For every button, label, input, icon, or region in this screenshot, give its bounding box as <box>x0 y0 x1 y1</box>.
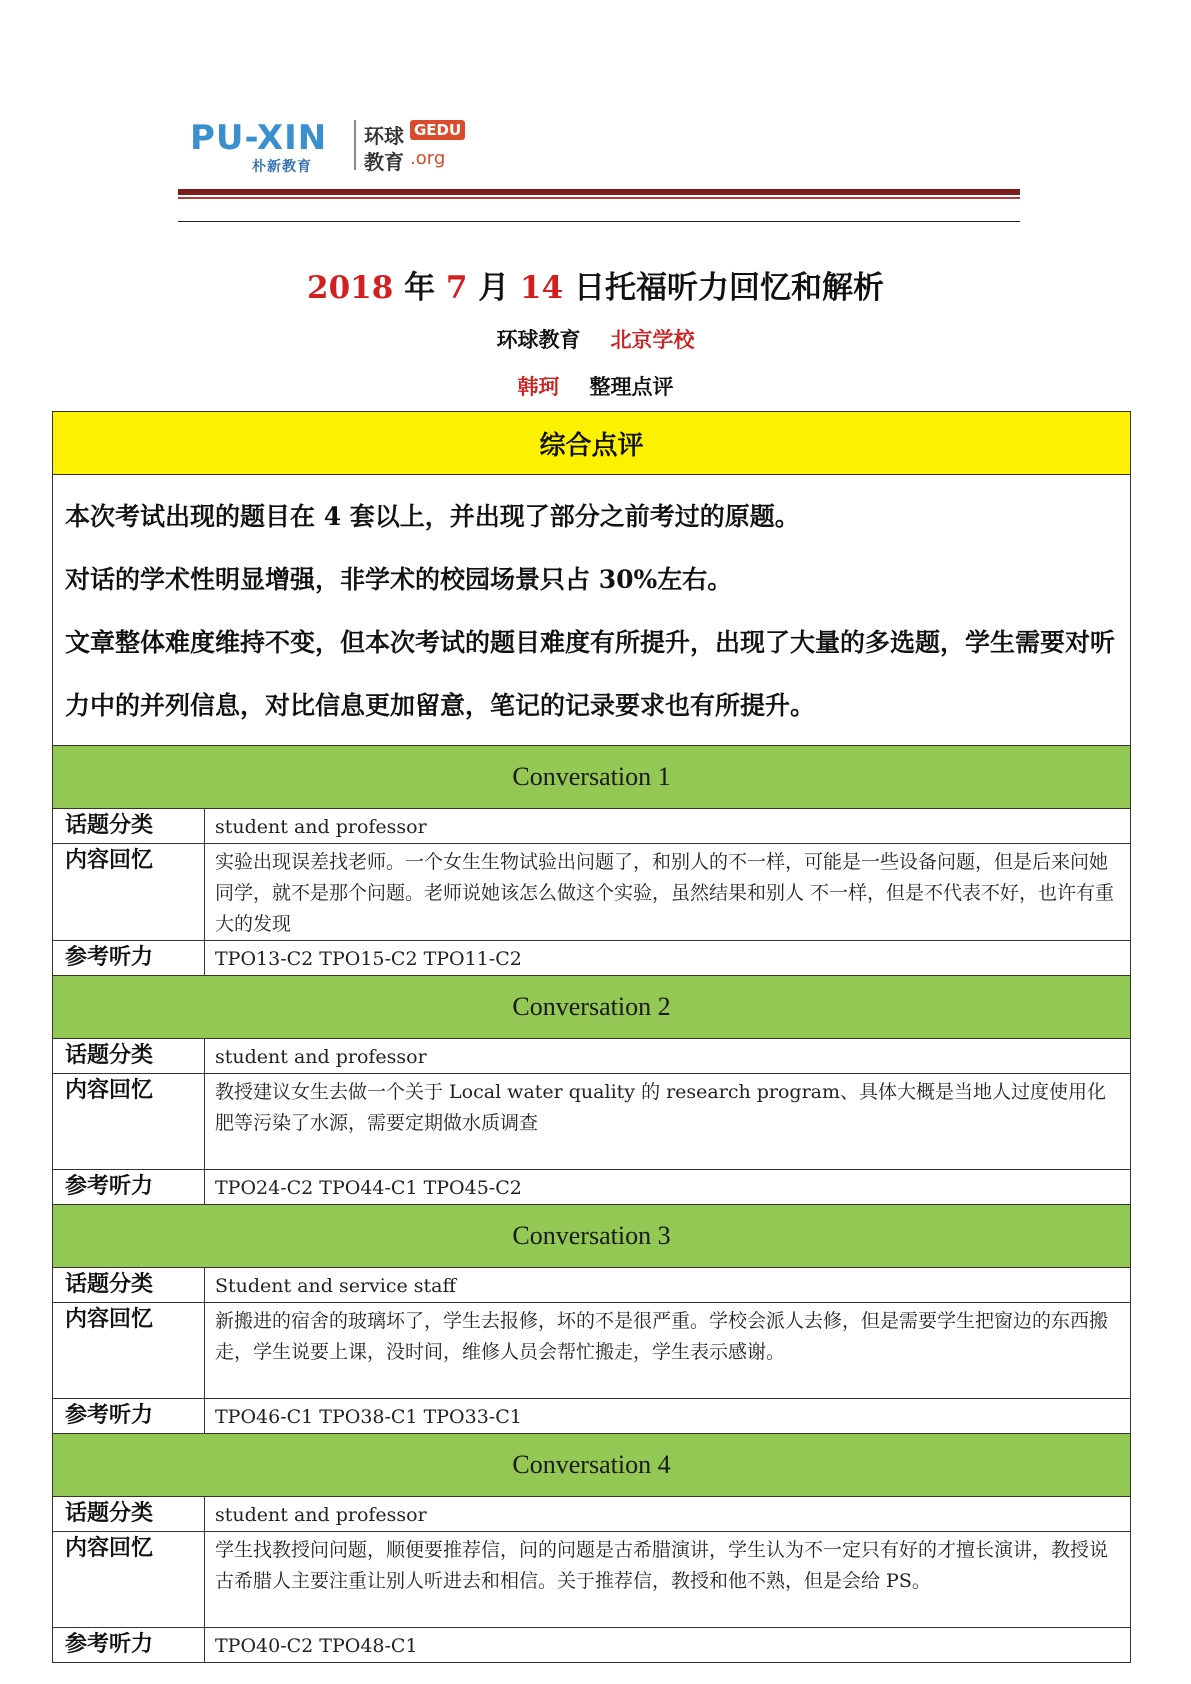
title-day: 14 <box>520 270 564 306</box>
conversation-heading: Conversation 2 <box>53 976 1131 1039</box>
reference-label: 参考听力 <box>53 941 205 976</box>
content-value: 学生找教授问问题，顺便要推荐信，问的问题是古希腊演讲，学生认为不一定只有好的才擅长演讲，教授说古希腊人主要注重让别人听进去和相信。关于推荐信，教授和他不熟，但是会给 PS。 <box>205 1532 1131 1628</box>
content-value: 教授建议女生去做一个关于 Local water quality 的 research program、具体大概是当地人过度使用化肥等污染了水源，需要定期做水质调查 <box>205 1074 1131 1170</box>
logo-divider <box>354 120 356 170</box>
summary-line: 本次考试出现的题目在 4 套以上，并出现了部分之前考过的原题。 <box>65 502 800 531</box>
header-rule-thin <box>178 221 1020 222</box>
reference-value: TPO13-C2 TPO15-C2 TPO11-C2 <box>205 941 1131 976</box>
analysis-table <box>52 411 1131 1663</box>
reference-label: 参考听力 <box>53 1628 205 1663</box>
summary-body <box>53 475 1131 746</box>
subtitle-school: 北京学校 <box>610 327 695 352</box>
content-value: 实验出现误差找老师。一个女生生物试验出问题了，和别人的不一样，可能是一些设备问题，但是后来问她同学，就不是那个问题。老师说她该怎么做这个实验，虽然结果和别人 不一样，但是不代表不好，也许有重大的发现 <box>205 844 1131 941</box>
conversation-heading: Conversation 1 <box>53 746 1131 809</box>
title-year: 2018 <box>307 270 394 306</box>
subtitle-author-role: 整理点评 <box>589 374 674 399</box>
topic-value: Student and service staff <box>205 1268 1131 1303</box>
reference-value: TPO24-C2 TPO44-C1 TPO45-C2 <box>205 1170 1131 1205</box>
summary-line: 文章整体难度维持不变，但本次考试的题目难度有所提升，出现了大量的多选题，学生需要对听力中的并列信息，对比信息更加留意，笔记的记录要求也有所提升。 <box>65 628 1116 720</box>
content-label: 内容回忆 <box>53 1074 205 1170</box>
content-label: 内容回忆 <box>53 1532 205 1628</box>
title-text-month: 月 <box>478 270 510 306</box>
conversation-heading: Conversation 4 <box>53 1434 1131 1497</box>
content-label: 内容回忆 <box>53 844 205 941</box>
title-text-rest: 日托福听力回忆和解析 <box>573 270 884 306</box>
topic-value: student and professor <box>205 1039 1131 1074</box>
header-rule-accent <box>178 197 1020 199</box>
header-rule-thick <box>178 189 1020 195</box>
summary-line: 对话的学术性明显增强，非学术的校园场景只占 30%左右。 <box>65 565 733 594</box>
gedu-logo-line2: 教育 <box>364 150 404 174</box>
subtitle-author-name: 韩珂 <box>517 374 560 399</box>
reference-label: 参考听力 <box>53 1170 205 1205</box>
topic-label: 话题分类 <box>53 809 205 844</box>
reference-value: TPO46-C1 TPO38-C1 TPO33-C1 <box>205 1399 1131 1434</box>
subtitle-org <box>0 324 1191 354</box>
gedu-logo-line1: 环球 <box>364 124 404 148</box>
header-logo <box>178 112 478 180</box>
summary-heading: 综合点评 <box>53 412 1131 475</box>
topic-label: 话题分类 <box>53 1039 205 1074</box>
topic-value: student and professor <box>205 1497 1131 1532</box>
subtitle-author <box>0 371 1191 401</box>
page-title <box>0 262 1191 307</box>
topic-value: student and professor <box>205 809 1131 844</box>
gedu-badge: GEDU <box>410 120 465 140</box>
title-text-year: 年 <box>404 270 436 306</box>
conversation-heading: Conversation 3 <box>53 1205 1131 1268</box>
topic-label: 话题分类 <box>53 1268 205 1303</box>
puxin-logo-text: PU-XIN <box>190 118 328 158</box>
puxin-logo-subtext: 朴新教育 <box>252 159 312 175</box>
gedu-domain: .org <box>410 148 446 169</box>
reference-value: TPO40-C2 TPO48-C1 <box>205 1628 1131 1663</box>
topic-label: 话题分类 <box>53 1497 205 1532</box>
title-month: 7 <box>445 270 468 306</box>
content-label: 内容回忆 <box>53 1303 205 1399</box>
subtitle-org-name: 环球教育 <box>496 327 581 352</box>
content-value: 新搬进的宿舍的玻璃坏了，学生去报修，坏的不是很严重。学校会派人去修，但是需要学生把窗边的东西搬走，学生说要上课，没时间，维修人员会帮忙搬走，学生表示感谢。 <box>205 1303 1131 1399</box>
reference-label: 参考听力 <box>53 1399 205 1434</box>
